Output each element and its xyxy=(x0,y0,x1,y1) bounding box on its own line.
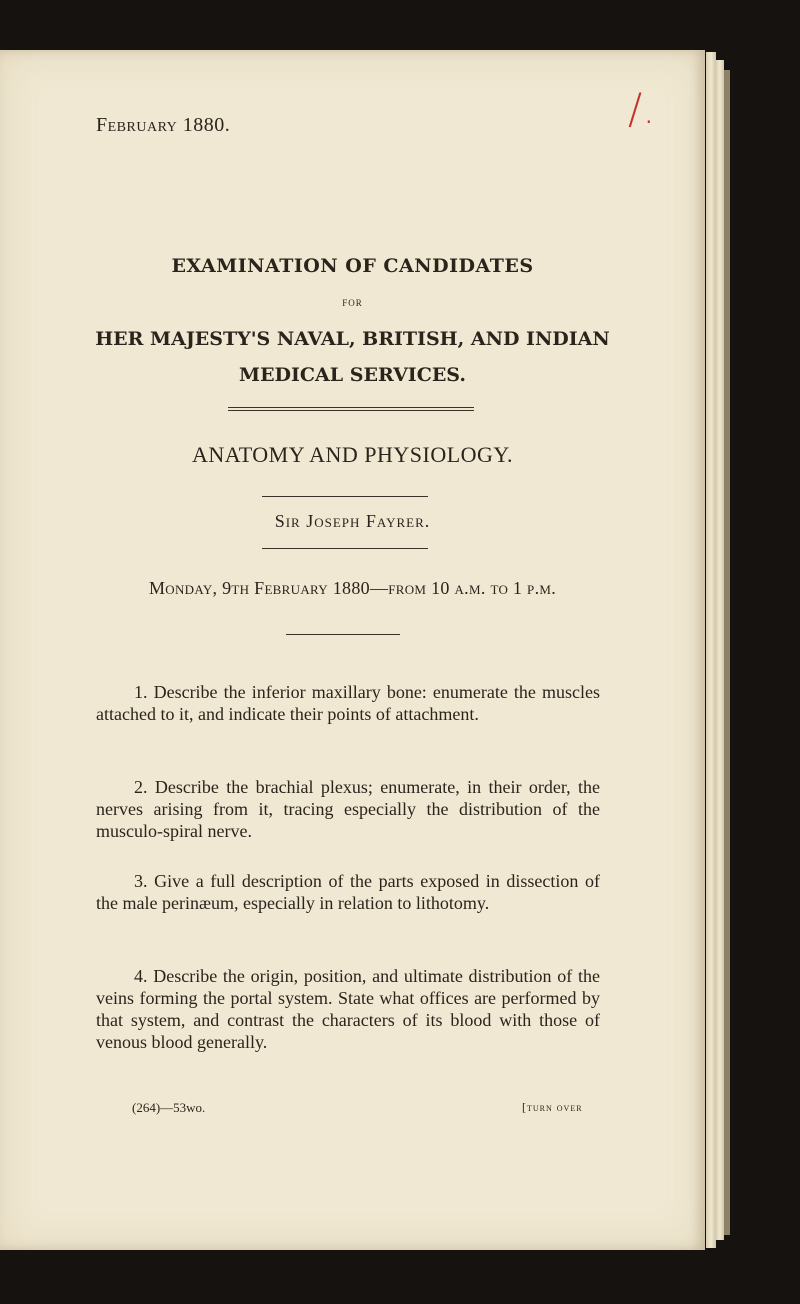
title-line-3: HER MAJESTY'S NAVAL, BRITISH, AND INDIAN xyxy=(95,328,610,350)
divider xyxy=(262,496,428,497)
page-edge xyxy=(716,60,724,1240)
folio-mark: /. xyxy=(628,84,656,133)
question-1: 1. Describe the inferior maxillary bone: enumerate the muscles attached to it, and indicate their points of attachment. xyxy=(96,682,600,724)
divider xyxy=(286,634,400,635)
title-line-1: EXAMINATION OF CANDIDATES xyxy=(171,255,534,277)
title-line-4: MEDICAL SERVICES. xyxy=(239,364,466,386)
question-2: 2. Describe the brachial plexus; enumerate, in their order, the nerves arising from it, tracing especially the distribution of the musculo-spiral nerve. xyxy=(96,777,600,841)
examiner-name: Sir Joseph Fayrer. xyxy=(274,511,431,531)
document-page xyxy=(0,50,705,1250)
divider xyxy=(262,548,428,549)
print-code: (264)—53wo. xyxy=(132,1100,206,1115)
document-date: February 1880. xyxy=(96,114,231,136)
book-spine xyxy=(724,70,730,1235)
session-time: Monday, 9th February 1880—from 10 a.m. to 1 p.m. xyxy=(148,578,557,598)
question-4: 4. Describe the origin, position, and ultimate distribution of the veins forming the portal system. State what offices are performed by that system, and contrast the characters of its blood with those of venous blood generally. xyxy=(96,966,600,1052)
title-divider xyxy=(228,407,474,411)
page-edge xyxy=(706,52,716,1248)
subject-heading: ANATOMY AND PHYSIOLOGY. xyxy=(192,442,513,467)
turn-over-note: [turn over xyxy=(522,1100,583,1114)
question-3: 3. Give a full description of the parts exposed in dissection of the male perinæum, especially in relation to lithotomy. xyxy=(96,871,600,913)
title-line-2: FOR xyxy=(342,298,363,308)
